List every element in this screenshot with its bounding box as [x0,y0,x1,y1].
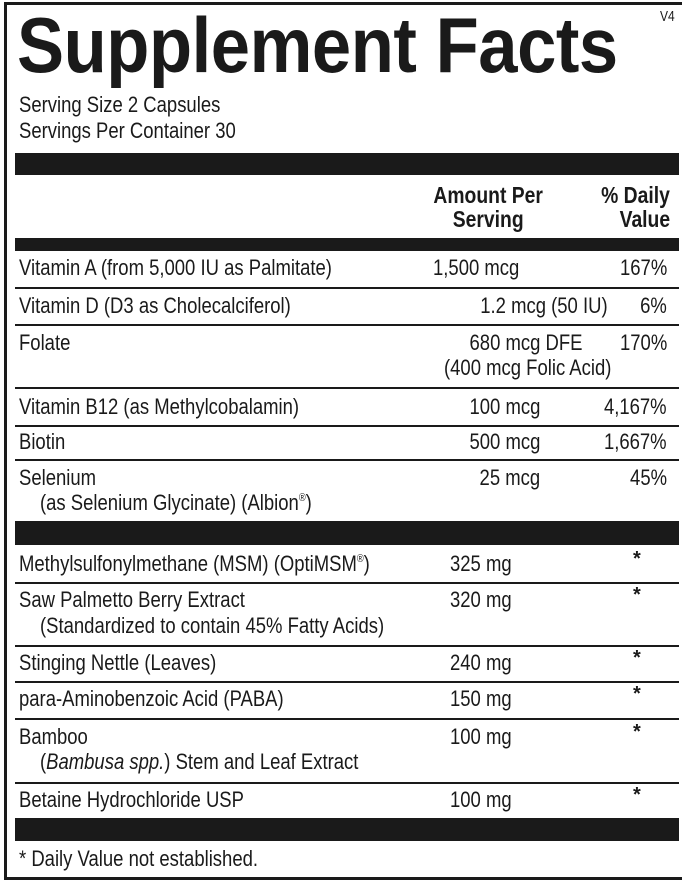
row-divider [15,582,679,584]
ingredient-amount-text: 150 mg [450,686,512,711]
row-divider [15,425,679,427]
footnote-text: * Daily Value not established. [19,846,259,871]
nutrient-amount [456,293,608,318]
nutrient-amount [468,465,540,490]
paren-open: ( [40,749,47,774]
ingredient-name-text: Betaine Hydrochloride USP [19,787,244,812]
footnote [19,846,304,871]
ingredient-sub-text: (Standardized to contain 45% Fatty Acids) [40,613,385,638]
thick-divider [15,818,679,841]
nutrient-dv [635,293,667,318]
nutrient-name [19,394,352,419]
ingredient-amount [450,686,523,711]
row-divider [15,645,679,647]
ingredient-dv: * [633,683,641,705]
nutrient-amount-text: 1,500 mcg [433,255,520,280]
nutrient-source [40,490,364,515]
row-divider [15,287,679,289]
ingredient-standardization [40,613,450,638]
row-divider [15,459,679,461]
botanical-name: Bambusa spp. [46,749,165,774]
row-divider [15,387,679,389]
ingredient-name [19,587,288,612]
nutrient-amount-sub-text: (400 mcg Folic Acid) [444,355,612,380]
nutrient-dv-text: 6% [640,293,667,318]
ingredient-amount-text: 320 mg [450,587,512,612]
nutrient-amount-text: 680 mcg DFE [469,330,582,355]
nutrient-name [19,255,392,280]
amount-header-line2: Serving [452,206,524,232]
version-text: V4 [660,8,675,25]
ingredient-dv: * [633,548,641,570]
label-title [17,2,681,88]
ingredient-amount [450,724,523,749]
ingredient-name-text: para-Aminobenzoic Acid (PABA) [19,686,284,711]
ingredient-dv: * [633,647,641,669]
amount-header-line1: Amount Per [433,182,543,208]
ingredient-amount [450,587,523,612]
servings-per-container-text: Servings Per Container 30 [19,118,236,143]
serving-size [19,93,259,117]
title-text: Supplement Facts [17,1,618,89]
nutrient-dv-text: 167% [619,255,667,280]
nutrient-name-text: Selenium [19,465,97,490]
nutrient-name-text: Vitamin B12 (as Methylcobalamin) [19,394,300,419]
nutrient-dv-text: 1,667% [604,429,667,454]
daily-value-header [570,183,670,231]
ingredient-amount-text: 325 mg [450,551,512,576]
row-divider [15,718,679,720]
ingredient-dv: * [633,784,641,806]
dv-header-line1: % Daily [601,182,670,208]
ingredient-name-suffix: ) [363,551,370,576]
serving-size-text: Serving Size 2 Capsules [19,92,221,117]
nutrient-amount-text: 500 mcg [469,429,540,454]
ingredient-name [19,787,287,812]
nutrient-dv-text: 4,167% [604,394,667,419]
nutrient-dv-text: 45% [630,465,667,490]
amount-per-serving-header [418,183,558,231]
nutrient-name [19,429,74,454]
ingredient-amount-text: 240 mg [450,650,512,675]
nutrient-dv-text: 170% [619,330,667,355]
ingredient-amount-text: 100 mg [450,787,512,812]
nutrient-name [19,330,80,355]
ingredient-name [19,724,101,749]
nutrient-name-text: Vitamin D (D3 as Cholecalciferol) [19,293,291,318]
nutrient-dv [623,465,667,490]
ingredient-dv: * [633,584,641,606]
ingredient-description-text: ) Stem and Leaf Extract [164,749,359,774]
registered-mark: ® [356,553,364,565]
nutrient-name-text: Folate [19,330,71,355]
row-divider [15,681,679,683]
ingredient-name-text: Bamboo [19,724,88,749]
row-divider [15,324,679,326]
source-text: (as Selenium Glycinate) (Albion [40,490,299,515]
ingredient-amount [450,551,523,576]
nutrient-dv [592,394,667,419]
nutrient-amount-text: 25 mcg [479,465,540,490]
ingredient-description [40,749,419,774]
nutrient-name [19,293,343,318]
ingredient-amount [450,650,523,675]
ingredient-amount [450,787,523,812]
row-divider [15,782,679,784]
nutrient-amount [456,429,540,454]
thick-divider [15,238,679,251]
ingredient-name [19,650,254,675]
nutrient-amount [456,394,540,419]
nutrient-dv [611,330,667,355]
nutrient-dv [592,429,667,454]
ingredient-name [19,551,437,576]
nutrient-dv [611,255,667,280]
ingredient-dv: * [633,721,641,743]
nutrient-amount [448,330,583,355]
ingredient-name [19,686,334,711]
source-suffix: ) [305,490,312,515]
thick-divider [15,153,679,175]
nutrient-name-text: Biotin [19,429,66,454]
ingredient-amount-text: 100 mg [450,724,512,749]
nutrient-name-text: Vitamin A (from 5,000 IU as Palmitate) [19,255,332,280]
nutrient-name [19,465,111,490]
servings-per-container [19,119,277,143]
ingredient-name-text: Methylsulfonylmethane (MSM) (OptiMSM [19,551,357,576]
nutrient-amount-sub [444,355,643,380]
nutrient-amount [433,255,536,280]
ingredient-name-text: Stinging Nettle (Leaves) [19,650,217,675]
dv-header-line2: Value [619,206,670,232]
thick-divider [15,521,679,545]
registered-mark: ® [298,492,306,504]
ingredient-name-text: Saw Palmetto Berry Extract [19,587,245,612]
version-tag [660,8,678,26]
nutrient-amount-text: 1.2 mcg (50 IU) [480,293,608,318]
nutrient-amount-text: 100 mcg [469,394,540,419]
